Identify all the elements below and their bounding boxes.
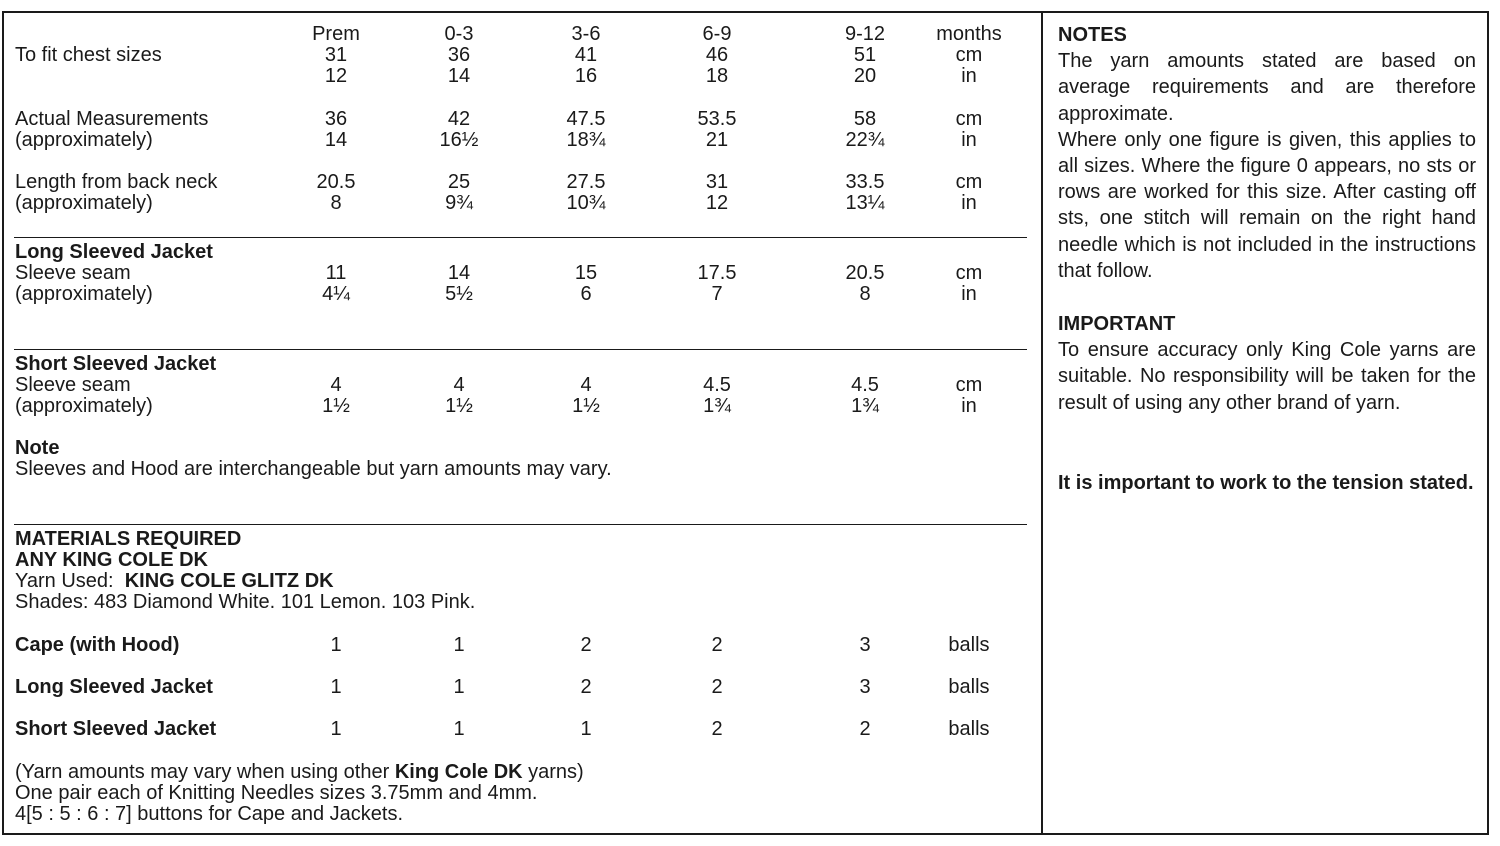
header-unit: months	[936, 23, 1002, 45]
actual-cm-cell: 42	[447, 108, 471, 130]
short-sleeve-in-unit: in	[961, 395, 977, 417]
important-title: IMPORTANT	[1058, 313, 1176, 335]
short-sleeve-cm-cell: 4.5	[851, 374, 879, 396]
chest-cm-cell: 51	[853, 44, 877, 66]
note-text: Sleeves and Hood are interchangeable but yarn amounts may vary.	[15, 458, 612, 480]
header-0-3: 0-3	[444, 23, 474, 45]
short-jacket-balls-unit: balls	[948, 718, 990, 740]
notes-text-2: Where only one figure is given, this applies to all sizes. Where the figure 0 appears, no sts or rows are worked for this size. After casting off sts, one stitch will remain on the right hand needle which is not included in the instructions that follow.	[1058, 128, 1476, 282]
tension-section	[1058, 470, 1476, 496]
actual-cm-cell: 58	[853, 108, 877, 130]
long-sleeve-in-unit: in	[961, 283, 977, 305]
chest-in-cell: 12	[324, 65, 348, 87]
cape-balls-cell: 2	[711, 634, 723, 656]
short-jacket-label: Short Sleeved Jacket	[15, 718, 217, 740]
long-sleeve-cm-cell: 11	[325, 262, 347, 284]
buttons-line: 4[5 : 5 : 6 : 7] buttons for Cape and Jackets.	[15, 803, 404, 825]
long-sleeve-cm-cell: 17.5	[697, 262, 737, 284]
note-title: Note	[15, 437, 60, 459]
length-cm-cell: 27.5	[566, 171, 606, 193]
length-in-cell: 12	[705, 192, 729, 214]
needles-line: One pair each of Knitting Needles sizes 3.75mm and 4mm.	[15, 782, 538, 804]
important-section	[1058, 311, 1476, 416]
chest-in-cell: 18	[705, 65, 729, 87]
long-jacket-label: Long Sleeved Jacket	[15, 676, 213, 698]
long-sleeve-cm-cell: 15	[574, 262, 598, 284]
notes-text-1: The yarn amounts stated are based on average requirements and are therefore approximate.	[1058, 50, 1476, 125]
short-sleeve-cm-cell: 4	[330, 374, 342, 396]
length-label: Length from back neck	[15, 171, 218, 193]
materials-subtitle: ANY KING COLE DK	[15, 549, 208, 571]
actual-measurements-label: Actual Measurements	[15, 108, 209, 130]
long-sleeve-in-cell: 6	[580, 283, 592, 305]
short-sleeve-cm-cell: 4	[580, 374, 592, 396]
short-sleeve-in-cell: 1¾	[851, 395, 879, 417]
short-jacket-balls-cell: 1	[453, 718, 465, 740]
long-sleeve-in-cell: 5½	[445, 283, 473, 305]
length-in-cell: 8	[330, 192, 342, 214]
column-divider	[1041, 11, 1043, 835]
length-approx-label: (approximately)	[15, 192, 153, 214]
cape-balls-cell: 1	[330, 634, 342, 656]
length-in-unit: in	[961, 192, 977, 214]
actual-cm-unit: cm	[955, 108, 983, 130]
length-cm-cell: 33.5	[845, 171, 885, 193]
important-text: To ensure accuracy only King Cole yarns are suitable. No responsibility will be taken for the result of using any other brand of yarn.	[1058, 339, 1476, 414]
long-sleeve-seam-label: Sleeve seam	[15, 262, 131, 284]
chest-cm-cell: 36	[447, 44, 471, 66]
long-jacket-balls-cell: 1	[453, 676, 465, 698]
header-prem: Prem	[312, 23, 360, 45]
actual-cm-cell: 47.5	[566, 108, 606, 130]
actual-in-cell: 22¾	[845, 129, 885, 151]
materials-title: MATERIALS REQUIRED	[15, 528, 242, 550]
chest-cm-cell: 41	[574, 44, 598, 66]
long-sleeve-cm-unit: cm	[955, 262, 983, 284]
length-in-cell: 13¼	[845, 192, 885, 214]
actual-cm-cell: 36	[324, 108, 348, 130]
short-jacket-balls-cell: 2	[859, 718, 871, 740]
yarn-footer-line	[15, 762, 584, 783]
short-sleeve-in-cell: 1½	[572, 395, 600, 417]
short-sleeve-seam-label: Sleeve seam	[15, 374, 131, 396]
cape-label: Cape (with Hood)	[15, 634, 180, 656]
chest-in-cell: 14	[447, 65, 471, 87]
chest-size-label: To fit chest sizes	[15, 44, 162, 66]
actual-in-unit: in	[961, 129, 977, 151]
long-jacket-balls-cell: 1	[330, 676, 342, 698]
short-jacket-balls-cell: 1	[580, 718, 592, 740]
divider-2	[14, 349, 1027, 350]
length-cm-cell: 20.5	[316, 171, 356, 193]
chest-cm-cell: 46	[705, 44, 729, 66]
chest-in-cell: 16	[574, 65, 598, 87]
long-jacket-balls-unit: balls	[948, 676, 990, 698]
chest-in-cell: 20	[853, 65, 877, 87]
long-sleeve-in-cell: 4¼	[322, 283, 350, 305]
long-sleeve-in-cell: 7	[711, 283, 723, 305]
short-jacket-balls-cell: 1	[330, 718, 342, 740]
long-jacket-balls-cell: 3	[859, 676, 871, 698]
divider-3	[14, 524, 1027, 525]
yarn-footer-post: yarns)	[522, 761, 584, 783]
header-3-6: 3-6	[571, 23, 601, 45]
yarn-used-label: Yarn Used:	[15, 570, 114, 592]
chest-cm-unit: cm	[955, 44, 983, 66]
long-sleeve-cm-cell: 14	[447, 262, 471, 284]
short-jacket-balls-cell: 2	[711, 718, 723, 740]
header-6-9: 6-9	[702, 23, 732, 45]
cape-balls-cell: 3	[859, 634, 871, 656]
long-sleeve-cm-cell: 20.5	[845, 262, 885, 284]
long-jacket-balls-cell: 2	[711, 676, 723, 698]
short-sleeve-title: Short Sleeved Jacket	[15, 353, 217, 375]
yarn-used-value: KING COLE GLITZ DK	[124, 570, 334, 592]
short-sleeve-in-cell: 1½	[445, 395, 473, 417]
notes-section	[1058, 22, 1476, 284]
actual-in-cell: 16½	[439, 129, 479, 151]
length-in-cell: 10¾	[566, 192, 606, 214]
cape-balls-cell: 2	[580, 634, 592, 656]
yarn-footer-bold: King Cole DK	[394, 761, 523, 783]
length-in-cell: 9¾	[445, 192, 473, 214]
tension-text: It is important to work to the tension stated.	[1058, 472, 1474, 494]
length-cm-cell: 31	[705, 171, 729, 193]
shades-line: Shades: 483 Diamond White. 101 Lemon. 103 Pink.	[15, 591, 476, 613]
length-cm-unit: cm	[955, 171, 983, 193]
actual-in-cell: 14	[324, 129, 348, 151]
long-sleeve-approx-label: (approximately)	[15, 283, 153, 305]
chest-cm-cell: 31	[324, 44, 348, 66]
length-cm-cell: 25	[447, 171, 471, 193]
notes-title: NOTES	[1058, 24, 1127, 46]
cape-balls-unit: balls	[948, 634, 990, 656]
short-sleeve-cm-unit: cm	[955, 374, 983, 396]
short-sleeve-in-cell: 1½	[322, 395, 350, 417]
short-sleeve-cm-cell: 4	[453, 374, 465, 396]
header-9-12: 9-12	[844, 23, 886, 45]
yarn-used-line	[15, 571, 334, 592]
actual-approx-label: (approximately)	[15, 129, 153, 151]
chest-in-unit: in	[961, 65, 977, 87]
actual-cm-cell: 53.5	[697, 108, 737, 130]
actual-in-cell: 18¾	[566, 129, 606, 151]
long-jacket-balls-cell: 2	[580, 676, 592, 698]
short-sleeve-cm-cell: 4.5	[703, 374, 731, 396]
cape-balls-cell: 1	[453, 634, 465, 656]
short-sleeve-approx-label: (approximately)	[15, 395, 153, 417]
long-sleeve-title: Long Sleeved Jacket	[15, 241, 213, 263]
divider-1	[14, 237, 1027, 238]
short-sleeve-in-cell: 1¾	[703, 395, 731, 417]
yarn-footer-pre: (Yarn amounts may vary when using other	[15, 761, 395, 783]
long-sleeve-in-cell: 8	[859, 283, 871, 305]
actual-in-cell: 21	[705, 129, 729, 151]
